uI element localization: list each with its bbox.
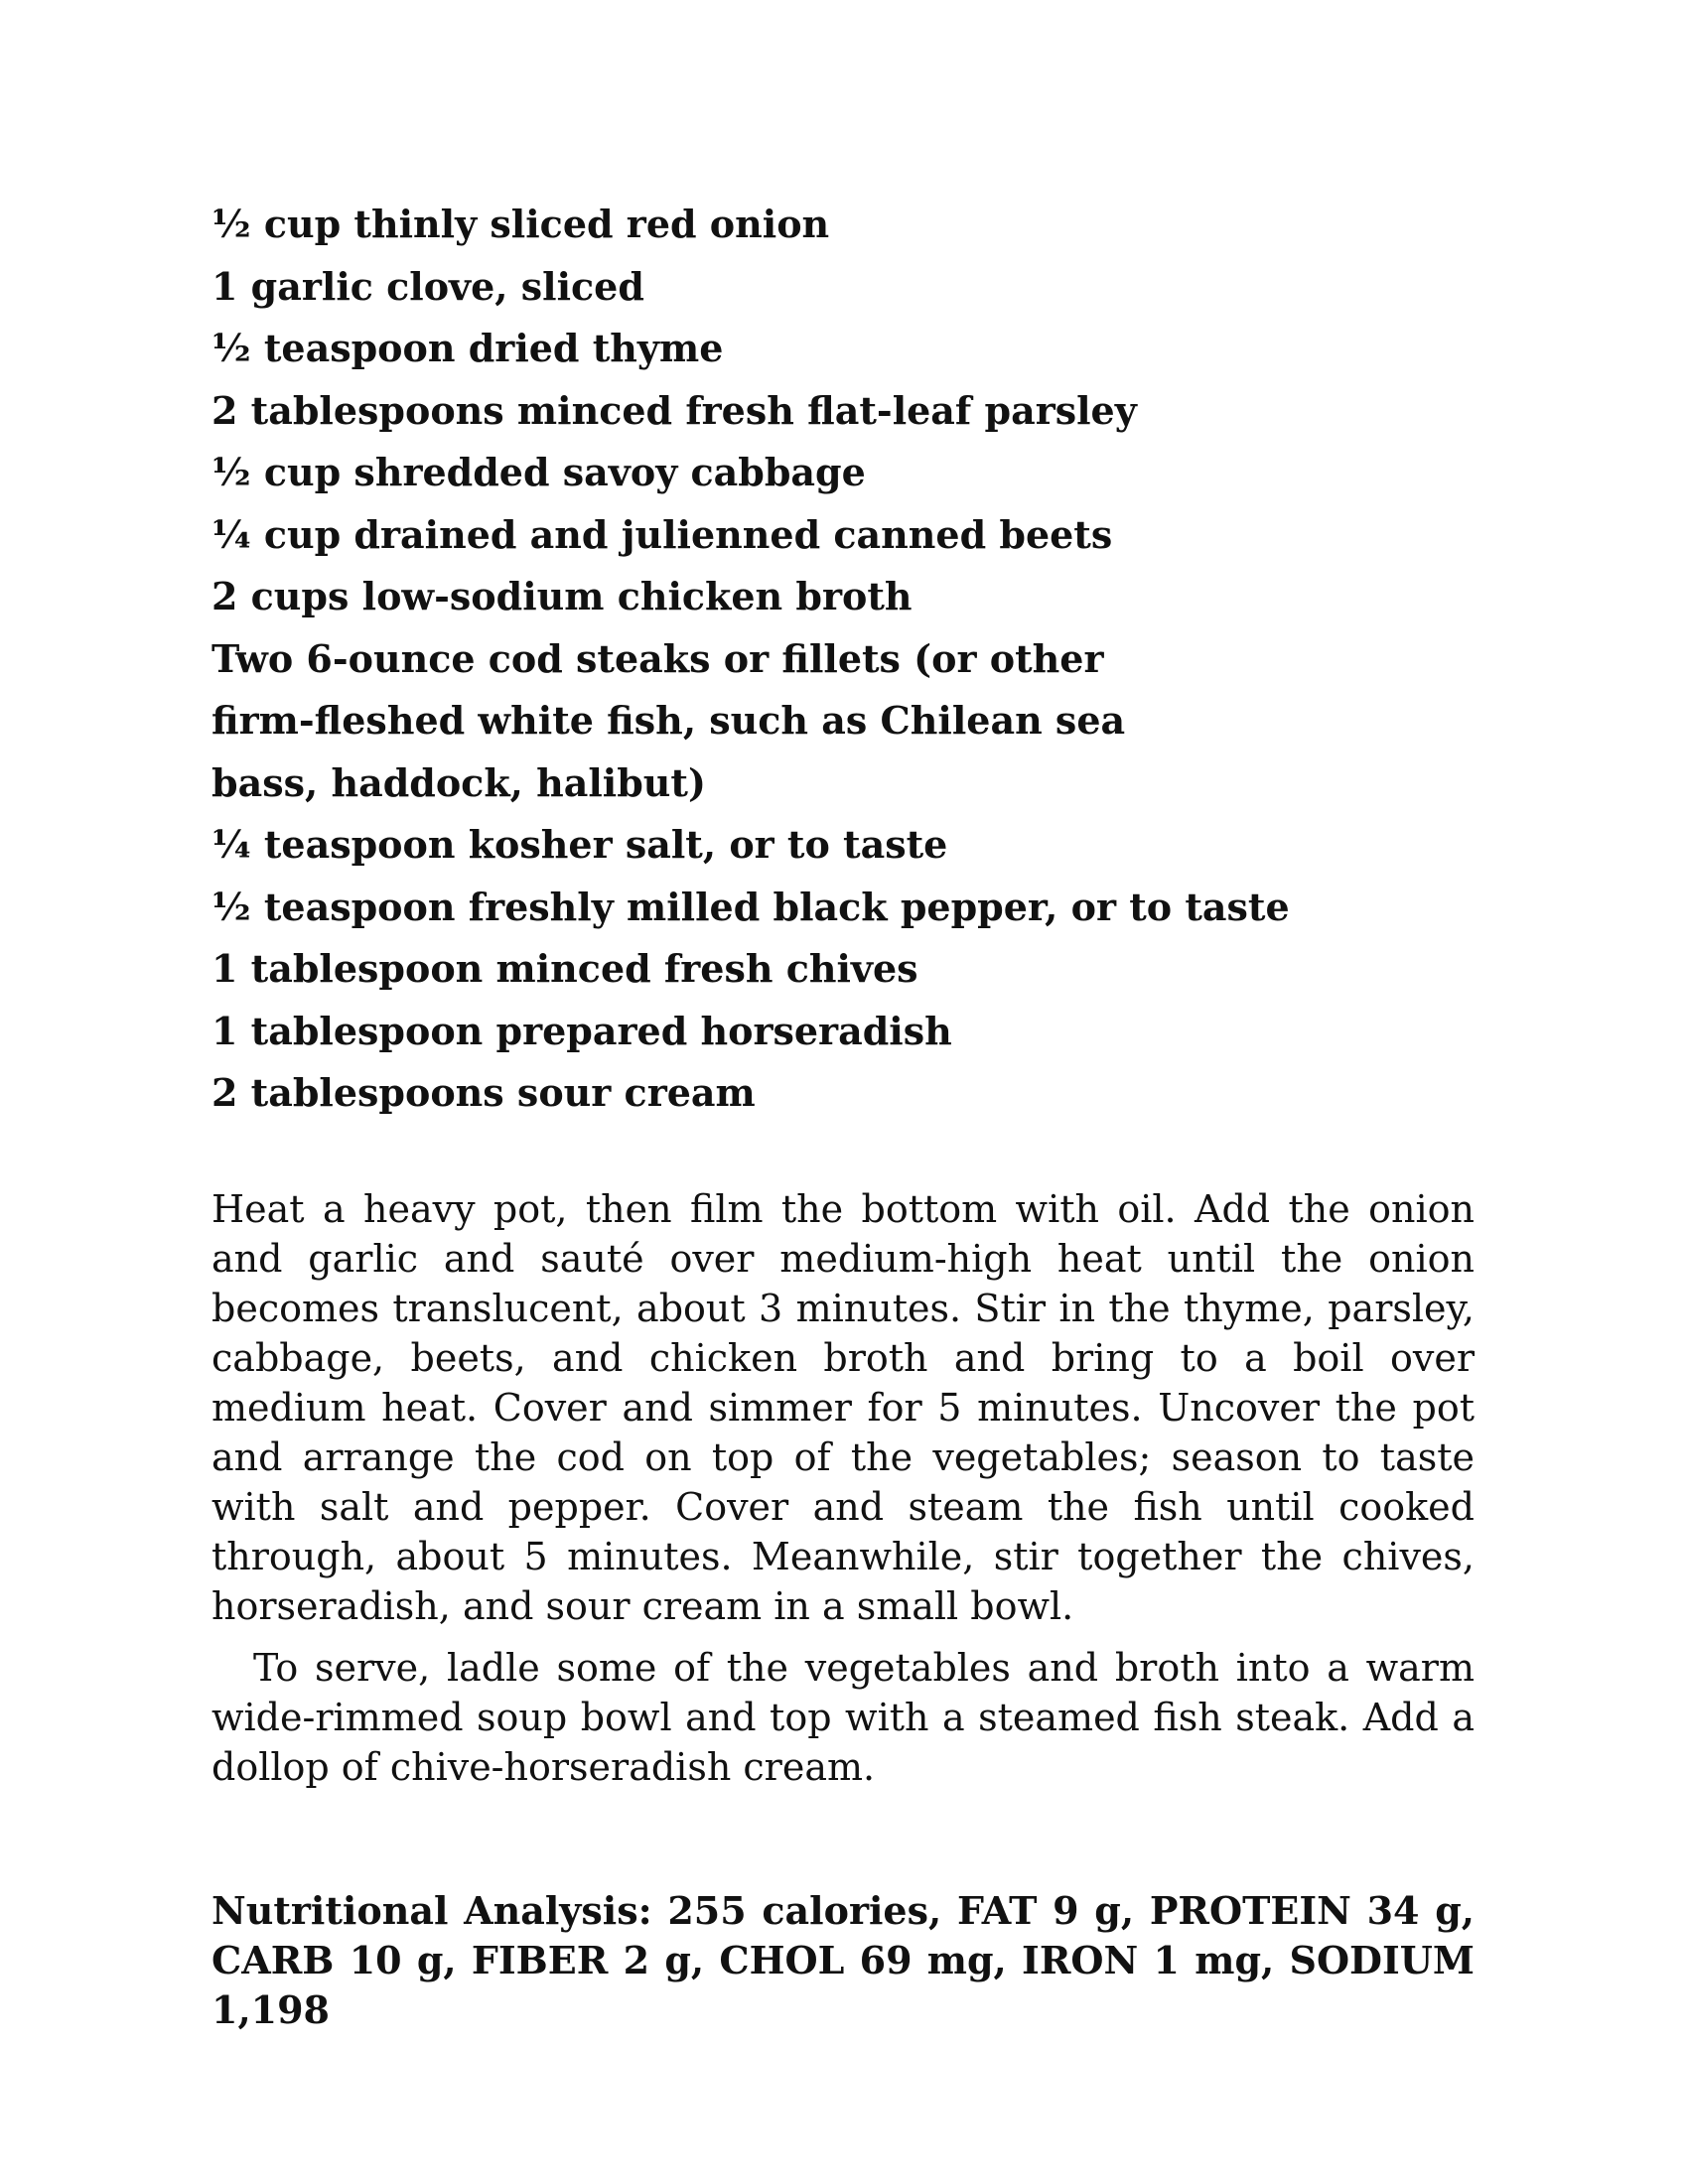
nutritional-analysis: Nutritional Analysis: 255 calories, FAT 9 g, PROTEIN 34 g, CARB 10 g, FIBER 2 g, CHOL 69 mg, IRON 1 mg, SODIUM 1,198 [211,1887,1475,2032]
recipe-page [211,194,1475,2073]
ingredient-line: ¼ teaspoon kosher salt, or to taste [211,822,948,867]
ingredient-line: firm-fleshed white fish, such as Chilean sea [211,698,1126,743]
ingredient-list [211,194,1475,1125]
ingredient-line: ½ cup thinly sliced red onion [211,202,830,246]
ingredient-line: bass, haddock, halibut) [211,759,706,805]
serving-paragraph: To serve, ladle some of the vegetables and broth into a warm wide-rimmed soup bowl and top with a steamed fish steak. Add a dollop of chive-horseradish cream. [211,1645,1475,1789]
ingredient-line: Two 6-ounce cod steaks or fillets (or other [211,635,1104,681]
ingredient-line: 2 tablespoons minced fresh flat-leaf parsley [211,387,1137,433]
ingredient-line: 2 cups low-sodium chicken broth [211,574,913,618]
method-paragraph: Heat a heavy pot, then film the bottom with oil. Add the onion and garlic and sauté over medium-high heat until the onion becomes translucent, about 3 minutes. Stir in the thyme, parsley, cabbage, beets, and chicken broth and bring to a boil over medium heat. Cover and simmer for 5 minutes. Uncover the pot and arrange the cod on top of the vegetables; season to taste with salt and pepper. Cover and steam the fish until cooked through, about 5 minutes. Meanwhile, stir together the chives, horseradish, and sour cream in a small bowl. [211,1186,1475,1628]
ingredient-line: 1 tablespoon prepared horseradish [211,1008,952,1053]
ingredient-line: 1 tablespoon minced fresh chives [211,946,918,991]
ingredient-line: ¼ cup drained and julienned canned beets [211,511,1113,557]
ingredient-line: 1 garlic clove, sliced [211,263,644,309]
ingredient-line: ½ teaspoon dried thyme [211,326,724,370]
ingredient-line: 2 tablespoons sour cream [211,1070,756,1115]
method-section [211,1184,1475,1792]
ingredient-line: ½ cup shredded savoy cabbage [211,450,866,494]
ingredient-line: ½ teaspoon freshly milled black pepper, or to taste [211,884,1290,929]
